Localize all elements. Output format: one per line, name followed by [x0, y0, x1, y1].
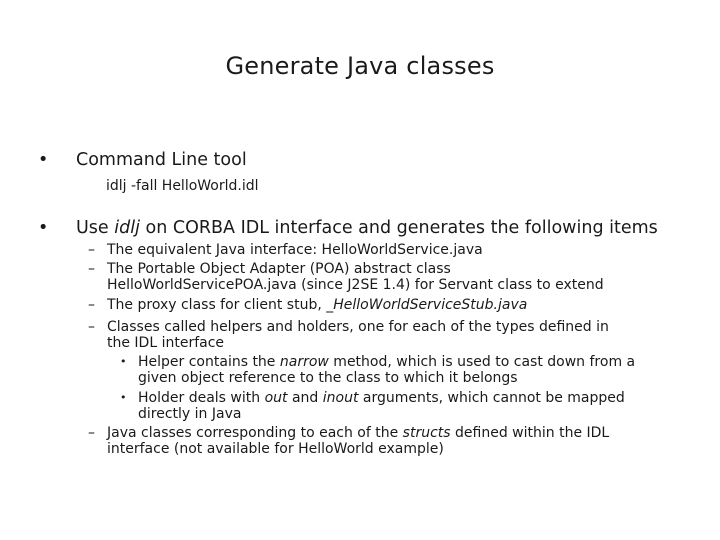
item-text [107, 261, 682, 293]
bullet-text: Command Line tool [76, 150, 247, 170]
text-segment: Java classes corresponding to each of the [107, 425, 403, 441]
text-segment: Holder deals with [138, 390, 265, 406]
text-line: HelloWorldServicePOA.java (since J2SE 1.4) for Servant class to extend [107, 277, 604, 293]
text-segment: The proxy class for client stub, [107, 297, 327, 313]
text-emphasis: narrow [279, 354, 329, 370]
text-line: given object reference to the class to which it belongs [138, 370, 518, 386]
item-text [107, 297, 682, 313]
subitem-text [138, 390, 683, 422]
text-segment: method, which is used to cast down from a [328, 354, 636, 370]
text-line: the IDL interface [107, 335, 225, 351]
text-line: interface (not available for HelloWorld example) [107, 441, 444, 457]
text-line [107, 425, 682, 441]
text-emphasis: structs [402, 425, 451, 441]
text-line: Classes called helpers and holders, one for each of the types defined in [107, 319, 609, 335]
bullet-marker: • [120, 355, 127, 368]
text-emphasis: idlj [114, 218, 140, 238]
text-line [138, 354, 683, 370]
bullet-marker: • [38, 150, 49, 170]
command-example: idlj -fall HelloWorld.idl [106, 178, 259, 194]
dash-marker: – [88, 242, 95, 258]
text-emphasis: _HelloWorldServiceStub.java [326, 297, 528, 313]
dash-marker: – [88, 425, 95, 441]
text-segment: arguments, which cannot be mapped [358, 390, 625, 406]
item-text [107, 319, 682, 351]
text-line: directly in Java [138, 406, 242, 422]
text-line [138, 390, 683, 406]
text-emphasis: out [264, 390, 288, 406]
dash-marker: – [88, 319, 95, 335]
item-text [107, 425, 682, 457]
bullet-marker: • [38, 218, 49, 238]
bullet-marker: • [120, 391, 127, 404]
subitem-text [138, 354, 683, 386]
slide-title: Generate Java classes [225, 52, 495, 80]
item-text: The equivalent Java interface: HelloWorldService.java [107, 242, 483, 258]
bullet-text [76, 218, 658, 238]
text-segment: and [287, 390, 323, 406]
text-segment: Helper contains the [138, 354, 280, 370]
text-segment: Use [76, 218, 115, 238]
text-line: The Portable Object Adapter (POA) abstract class [107, 261, 451, 277]
text-segment: defined within the IDL [450, 425, 610, 441]
dash-marker: – [88, 261, 95, 277]
text-segment: on CORBA IDL interface and generates the following items [139, 218, 658, 238]
text-emphasis: inout [322, 390, 359, 406]
dash-marker: – [88, 297, 95, 313]
